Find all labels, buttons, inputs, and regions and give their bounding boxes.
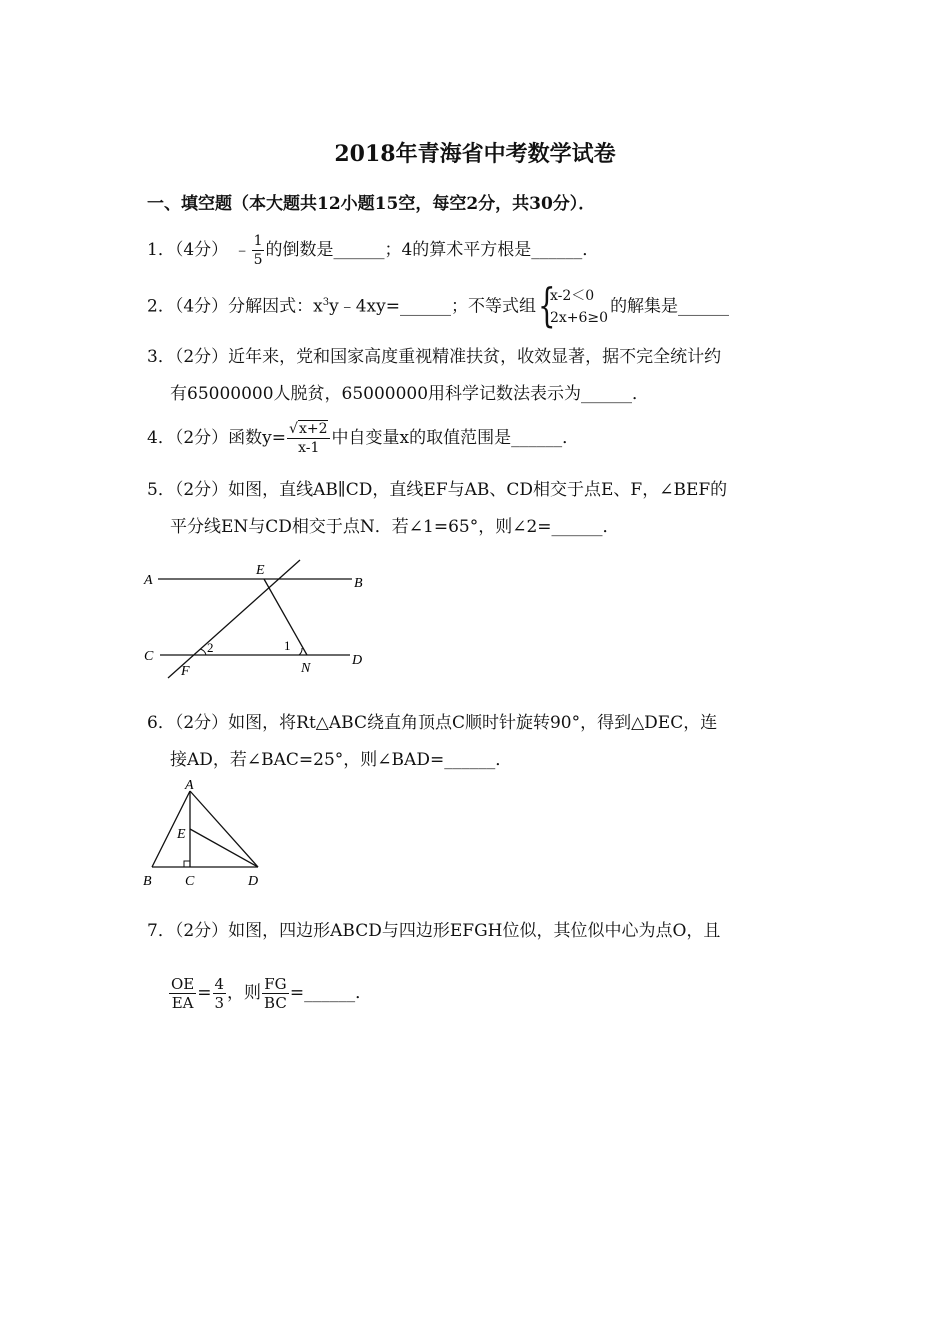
label-f: F bbox=[181, 664, 190, 679]
q6-line-2: 接AD，若∠BAC=25°，则∠BAD=______． bbox=[170, 750, 513, 770]
q2-text-a: 分解因式：x bbox=[228, 296, 323, 317]
q2-inequality-system bbox=[537, 278, 609, 332]
q7-line-1: 如图，四边形ABCD与四边形EFGH位似，其位似中心为点O，且 bbox=[228, 921, 721, 941]
q4-number: 4． bbox=[147, 428, 175, 448]
q1-neg: ﹣ bbox=[233, 240, 251, 260]
q4-text-a: 函数y= bbox=[228, 428, 287, 448]
segment-ed bbox=[190, 829, 258, 867]
q5-number: 5． bbox=[147, 480, 175, 500]
q2-exponent: 3 bbox=[322, 296, 330, 308]
q2-ineq-2: 2x+6≥0 bbox=[549, 310, 609, 326]
label-e: E bbox=[177, 827, 186, 842]
q7-fraction-fg-bc: $\frac{FG}{BC}$ bbox=[264, 975, 287, 1012]
q2-number: 2． bbox=[147, 296, 175, 317]
question-1 bbox=[147, 232, 599, 269]
q1-frac-num: 1 bbox=[253, 233, 263, 249]
q5-score: （2分） bbox=[174, 480, 229, 500]
label-e: E bbox=[256, 563, 265, 578]
q7-number: 7． bbox=[147, 921, 175, 941]
q5-line-1: 如图，直线AB∥CD，直线EF与AB、CD相交于点E、F，∠BEF的 bbox=[228, 480, 728, 500]
q3-line-1: 近年来，党和国家高度重视精准扶贫，收效显著，据不完全统计约 bbox=[228, 347, 722, 367]
q2-text-c: 的解集是______ bbox=[610, 296, 730, 317]
q7-line-2: $\frac{OE}{EA}$ = $\frac{4}{3}$ ，则 $\frac{FG}{BC}$ =______． bbox=[171, 975, 373, 1012]
q1-fraction bbox=[252, 232, 265, 269]
question-5 bbox=[147, 478, 727, 502]
q6-score: （2分） bbox=[174, 713, 229, 733]
label-a: A bbox=[144, 573, 153, 588]
q1-text: 的倒数是______；4的算术平方根是______． bbox=[265, 240, 600, 260]
brace-icon: { bbox=[537, 278, 556, 332]
q7-fraction-4-3: $\frac{4}{3}$ bbox=[214, 975, 225, 1012]
label-d: D bbox=[352, 653, 363, 668]
q1-number: 1． bbox=[147, 240, 175, 260]
line-ef bbox=[168, 560, 300, 678]
q5-figure bbox=[140, 558, 380, 683]
right-angle-mark bbox=[184, 861, 190, 867]
question-4 bbox=[147, 420, 579, 457]
question-6 bbox=[147, 711, 717, 735]
q1-frac-den: 5 bbox=[253, 252, 263, 268]
q3-score: （2分） bbox=[174, 347, 229, 367]
question-3 bbox=[147, 345, 721, 369]
q2-text-b: y﹣4xy=______；不等式组 bbox=[329, 296, 536, 317]
page-title: 2018年青海省中考数学试卷 bbox=[334, 141, 616, 167]
q6-figure bbox=[140, 778, 275, 890]
label-c: C bbox=[185, 874, 195, 889]
label-angle-1: 1 bbox=[284, 638, 291, 653]
segment-ad bbox=[190, 791, 258, 867]
label-b: B bbox=[354, 576, 363, 591]
q4-denominator: x-1 bbox=[298, 440, 320, 456]
label-b: B bbox=[143, 874, 152, 889]
q6-line-1: 如图，将Rt△ABC绕直角顶点C顺时针旋转90°，得到△DEC，连 bbox=[228, 713, 718, 733]
q3-number: 3． bbox=[147, 347, 175, 367]
q7-score: （2分） bbox=[174, 921, 229, 941]
angle-1-arc bbox=[299, 648, 302, 655]
q4-radicand: x+2 bbox=[298, 421, 328, 437]
q6-number: 6． bbox=[147, 713, 175, 733]
q1-score: （4分） bbox=[174, 240, 229, 260]
q4-score: （2分） bbox=[174, 428, 229, 448]
label-angle-2: 2 bbox=[207, 640, 214, 655]
q5-line-2: 平分线EN与CD相交于点N．若∠1=65°，则∠2=______． bbox=[170, 517, 620, 537]
question-7 bbox=[147, 919, 720, 943]
label-a: A bbox=[185, 778, 194, 793]
section-heading: 一、填空题（本大题共12小题15空，每空2分，共30分）． bbox=[147, 194, 596, 214]
q7-fraction-oe-ea: $\frac{OE}{EA}$ bbox=[171, 975, 195, 1012]
label-n: N bbox=[301, 661, 311, 676]
q4-fraction bbox=[287, 420, 330, 457]
q3-line-2: 有65000000人脱贫，65000000用科学记数法表示为______． bbox=[170, 384, 650, 404]
question-2 bbox=[147, 278, 730, 332]
q4-sqrt: √x+2 bbox=[289, 421, 328, 437]
q2-score: （4分） bbox=[174, 296, 229, 317]
angle-2-arc bbox=[200, 649, 206, 655]
q4-text-b: 中自变量x的取值范围是______． bbox=[331, 428, 580, 448]
label-c: C bbox=[144, 649, 154, 664]
label-d: D bbox=[248, 874, 259, 889]
q2-ineq-1: x-2＜0 bbox=[549, 288, 595, 304]
